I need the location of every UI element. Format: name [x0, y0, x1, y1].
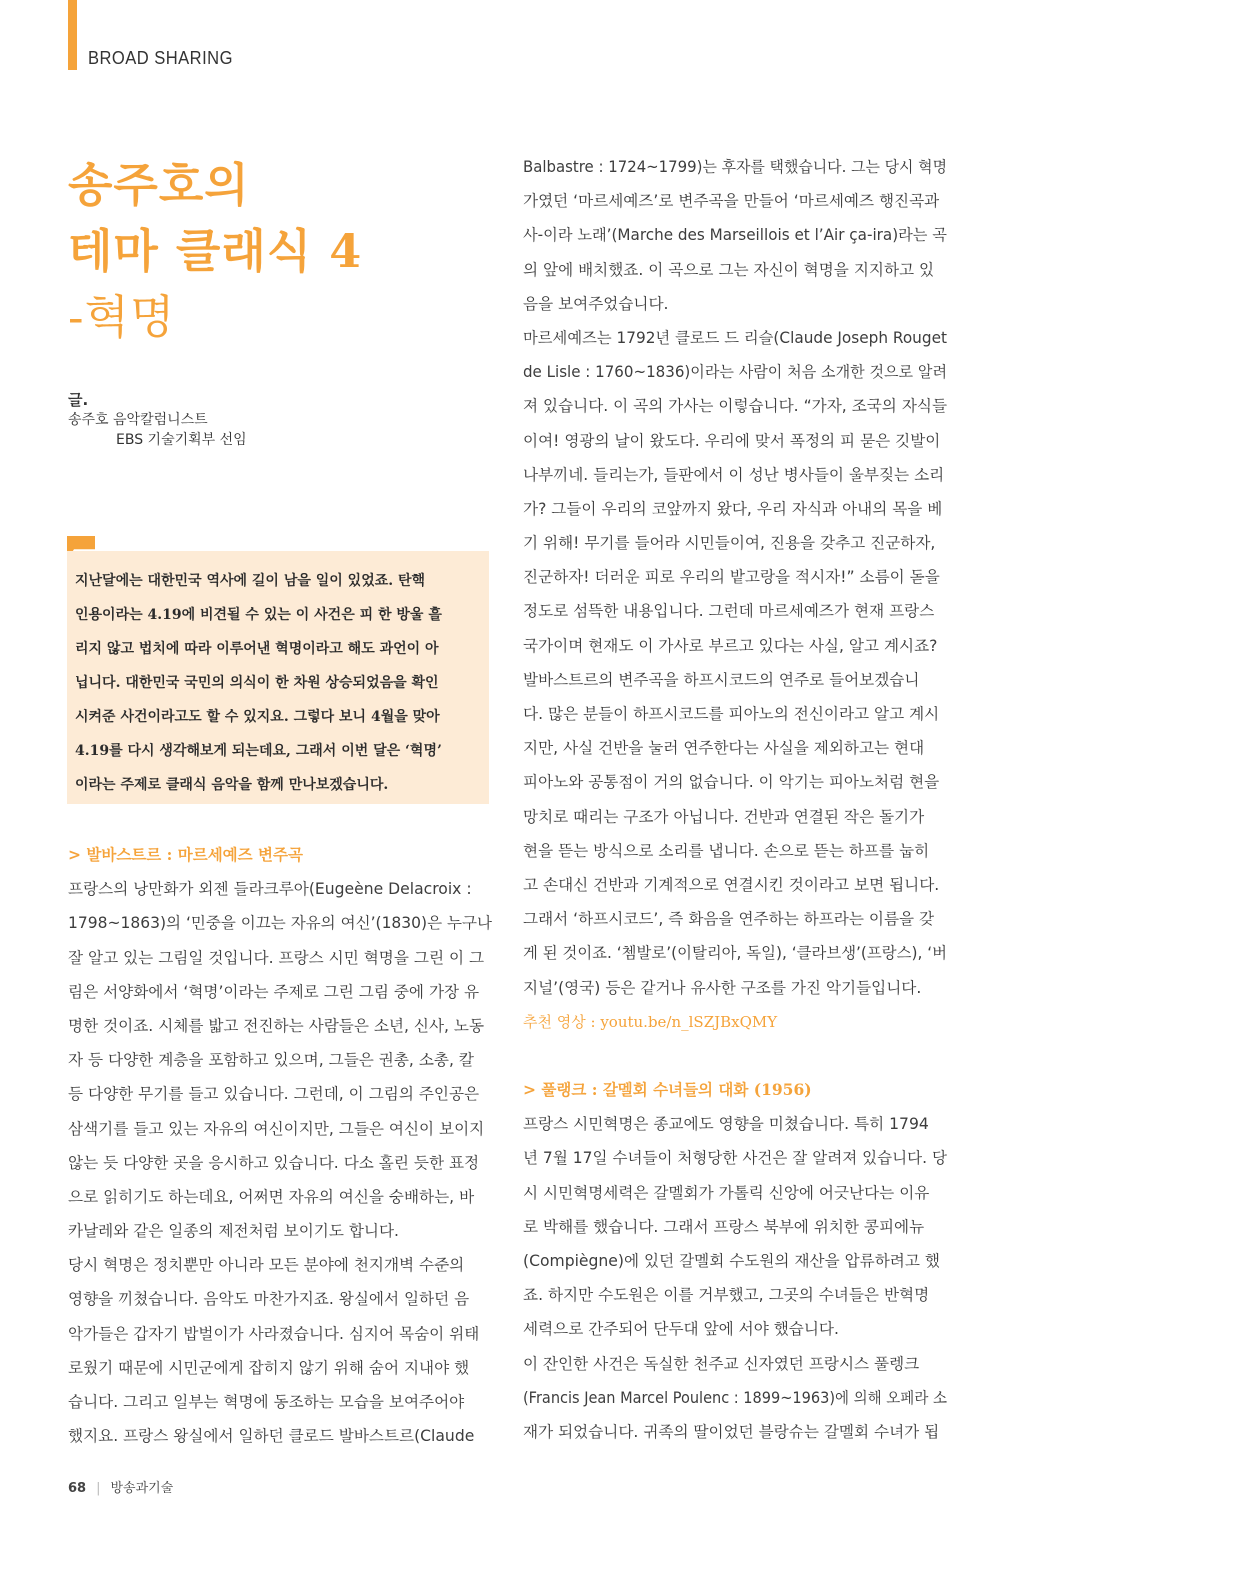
body-line: 정도로 섬뜩한 내용입니다. 그런데 마르세예즈가 현재 프랑스	[523, 602, 935, 621]
body-line: (Compiègne)에 있던 갈멜회 수도원의 재산을 압류하려고 했	[523, 1252, 940, 1270]
section-heading-balbastre: > 발바스트르 : 마르세예즈 변주곡	[68, 845, 303, 864]
intro-line: 지난달에는 대한민국 역사에 길이 남을 일이 있었죠. 탄핵	[75, 573, 426, 589]
body-line: 다. 많은 분들이 하프시코드를 피아노의 전신이라고 알고 계시	[523, 705, 940, 723]
body-line: 음을 보여주었습니다.	[523, 294, 669, 313]
intro-line: 4.19를 다시 생각해보게 되는데요, 그래서 이번 달은 ‘혁명’	[75, 743, 442, 759]
author-role-2: EBS 기술기획부 선임	[116, 432, 247, 448]
section-heading-poulenc: > 풀랭크 : 갈멜회 수녀들의 대화 (1956)	[523, 1080, 812, 1100]
body-line: 국가이며 현재도 이 가사로 부르고 있다는 사실, 알고 계시죠?	[523, 636, 938, 655]
body-line: 망치로 때리는 구조가 아닙니다. 건반과 연결된 작은 돌기가	[523, 807, 925, 826]
body-line: 악가들은 갑자기 밥벌이가 사라졌습니다. 심지어 목숨이 위태	[68, 1324, 480, 1343]
body-line: 발바스트르의 변주곡을 하프시코드의 연주로 들어보겠습니	[523, 670, 920, 689]
body-line: 이 잔인한 사건은 독실한 천주교 신자였던 프랑시스 풀렝크	[523, 1354, 920, 1373]
body-line: 로웠기 때문에 시민군에게 잡히지 않기 위해 숨어 지내야 했	[68, 1358, 470, 1377]
title-line-1: 송주호의	[68, 158, 250, 212]
intro-line: 이라는 주제로 클래식 음악을 함께 만나보겠습니다.	[75, 777, 389, 793]
body-line: 진군하자! 더러운 피로 우리의 밭고랑을 적시자!” 소름이 돋을	[523, 568, 940, 587]
author-byline	[68, 390, 247, 450]
body-line: 자 등 다양한 계층을 포함하고 있으며, 그들은 권총, 소총, 칼	[68, 1051, 474, 1070]
footer-separator: |	[96, 1481, 101, 1496]
body-line: 마르세예즈는 1792년 클로드 드 리슬(Claude Joseph Rouget	[523, 328, 947, 347]
body-line: 년 7월 17일 수녀들이 처형당한 사건은 잘 알려져 있습니다. 당	[523, 1149, 948, 1168]
section-spacer	[523, 1039, 947, 1073]
body-line: de Lisle : 1760~1836)이라는 사람이 처음 소개한 것으로 알려	[523, 363, 948, 382]
intro-line: 인용이라는 4.19에 비견될 수 있는 이 사건은 피 한 방울 흘	[75, 607, 442, 623]
body-line: 세력으로 간주되어 단두대 앞에 서야 했습니다.	[523, 1320, 839, 1339]
right-column	[523, 150, 947, 1449]
left-column	[68, 838, 492, 1453]
body-line: 않는 듯 다양한 곳을 응시하고 있습니다. 다소 홀린 듯한 표정	[68, 1153, 480, 1172]
body-line: 습니다. 그리고 일부는 혁명에 동조하는 모습을 보여주어야	[68, 1393, 465, 1411]
body-line: 지만, 사실 건반을 눌러 연주한다는 사실을 제외하고는 현대	[523, 739, 925, 758]
intro-line: 시켜준 사건이라고도 할 수 있지요. 그렇다 보니 4월을 맞아	[75, 709, 440, 725]
body-line: 재가 되었습니다. 귀족의 딸이었던 블랑슈는 갈멜회 수녀가 됩	[523, 1422, 940, 1441]
body-line: 그래서 ‘하프시코드’, 즉 화음을 연주하는 하프라는 이름을 갖	[523, 910, 935, 929]
body-line: 의 앞에 배치했죠. 이 곡으로 그는 자신이 혁명을 지지하고 있	[523, 260, 935, 279]
body-line: 게 된 것이죠. ‘쳄발로’(이탈리아, 독일), ‘클라브생’(프랑스), ‘버	[523, 944, 947, 963]
body-line: 했지요. 프랑스 왕실에서 일하던 클로드 발바스트르(Claude	[68, 1427, 475, 1446]
section-accent-bar	[68, 0, 77, 70]
body-line: 로 박해를 했습니다. 그래서 프랑스 북부에 위치한 콩피에뉴	[523, 1217, 925, 1236]
body-line: 나부끼네. 들리는가, 들판에서 이 성난 병사들이 울부짖는 소리	[523, 465, 945, 484]
body-line: 삼색기를 들고 있는 자유의 여신이지만, 그들은 여신이 보이지	[68, 1119, 485, 1138]
body-line: 시 시민혁명세력은 갈멜회가 가톨릭 신앙에 어긋난다는 이유	[523, 1183, 930, 1202]
body-line: 프랑스의 낭만화가 외젠 들라크루아(Eugeène Delacroix :	[68, 880, 472, 899]
body-line: 잘 알고 있는 그림일 것입니다. 프랑스 시민 혁명을 그린 이 그	[68, 948, 485, 967]
body-line: 지널’(영국) 등은 같거나 유사한 구조를 가진 악기들입니다.	[523, 978, 922, 997]
body-line: 당시 혁명은 정치뿐만 아니라 모든 분야에 천지개벽 수준의	[68, 1256, 465, 1275]
page-number: 68	[68, 1481, 87, 1496]
body-line: Balbastre : 1724~1799)는 후자를 택했습니다. 그는 당시 혁명	[523, 158, 947, 176]
byline-lead: 글.	[68, 391, 89, 409]
magazine-name: 방송과기술	[110, 1481, 174, 1496]
body-line: 이여! 영광의 날이 왔도다. 우리에 맞서 폭정의 피 묻은 깃발이	[523, 431, 941, 450]
body-line: 1798~1863)의 ‘민중을 이끄는 자유의 여신’(1830)은 누구나	[68, 914, 493, 933]
intro-line: 닙니다. 대한민국 국민의 의식이 한 차원 상승되었음을 확인	[75, 675, 439, 691]
body-line: 가? 그들이 우리의 코앞까지 왔다, 우리 자식과 아내의 목을 베	[523, 499, 943, 518]
body-line: 명한 것이죠. 시체를 밟고 전진하는 사람들은 소년, 신사, 노동	[68, 1016, 485, 1035]
title-line-3: -혁명	[68, 290, 176, 344]
body-line: 림은 서양화에서 ‘혁명’이라는 주제로 그린 그림 중에 가장 유	[68, 982, 480, 1001]
body-line: 가였던 ‘마르세예즈’로 변주곡을 만들어 ‘마르세예즈 행진곡과	[523, 192, 940, 211]
body-line: (Francis Jean Marcel Poulenc : 1899~1963)에 의해 오페라 소	[523, 1388, 947, 1407]
author-role-1: 송주호 음악칼럼니스트	[68, 412, 208, 428]
title-line-2: 테마 클래식 4	[68, 224, 363, 278]
section-label: BROAD SHARING	[88, 48, 233, 68]
intro-line: 리지 않고 법치에 따라 이루어낸 혁명이라고 해도 과언이 아	[75, 641, 439, 657]
recommended-video-link[interactable]: 추천 영상 : youtu.be/n_lSZJBxQMY	[523, 1012, 778, 1031]
body-line: 영향을 끼쳤습니다. 음악도 마찬가지죠. 왕실에서 일하던 음	[68, 1290, 470, 1309]
body-line: 기 위해! 무기를 들어라 시민들이여, 진용을 갖추고 진군하자,	[523, 534, 936, 553]
body-line: 피아노와 공통점이 거의 없습니다. 이 악기는 피아노처럼 현을	[523, 773, 940, 792]
page-footer	[68, 1477, 173, 1496]
body-line: 카날레와 같은 일종의 제전처럼 보이기도 합니다.	[68, 1222, 400, 1241]
body-line: 등 다양한 무기를 들고 있습니다. 그런데, 이 그림의 주인공은	[68, 1085, 480, 1104]
article-title	[68, 152, 488, 350]
body-line: 사-이라 노래’(Marche des Marseillois et l’Air ça-ira)라는 곡	[523, 226, 947, 245]
body-line: 고 손대신 건반과 기계적으로 연결시킨 것이라고 보면 됩니다.	[523, 875, 940, 894]
intro-box	[67, 551, 489, 804]
body-line: 으로 읽히기도 하는데요, 어쩌면 자유의 여신을 숭배하는, 바	[68, 1187, 475, 1206]
body-line: 죠. 하지만 수도원은 이를 거부했고, 그곳의 수녀들은 반혁명	[523, 1286, 930, 1305]
body-line: 져 있습니다. 이 곡의 가사는 이렇습니다. “가자, 조국의 자식들	[523, 397, 948, 416]
body-line: 프랑스 시민혁명은 종교에도 영향을 미쳤습니다. 특히 1794	[523, 1115, 929, 1134]
body-line: 현을 뜯는 방식으로 소리를 냅니다. 손으로 뜯는 하프를 눕히	[523, 841, 930, 860]
